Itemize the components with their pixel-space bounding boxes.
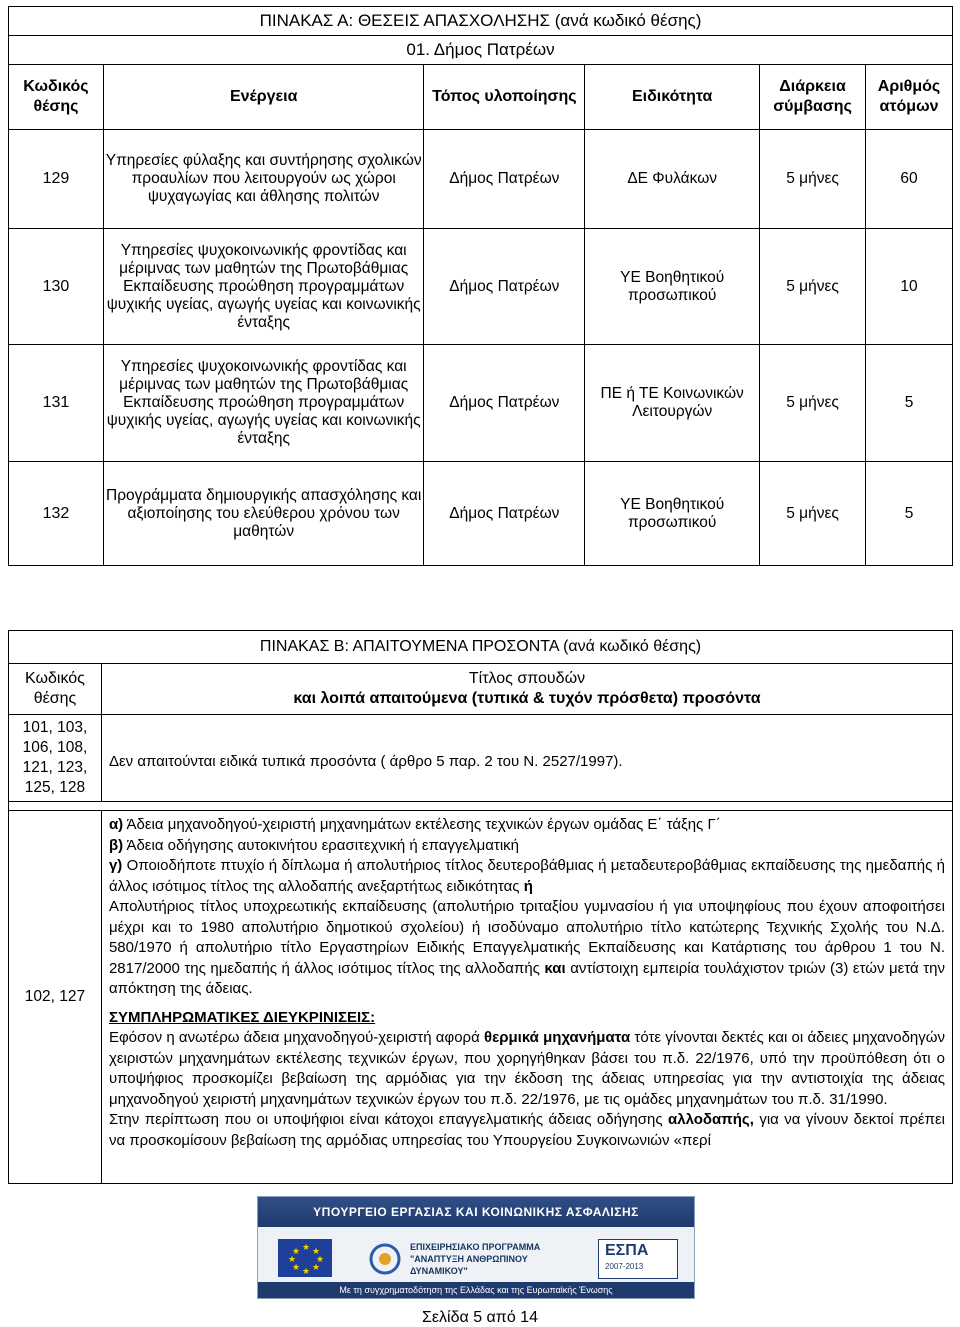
- program-line2: "ΑΝΑΠΤΥΞΗ ΑΝΘΡΩΠΙΝΟΥ ΔΥΝΑΜΙΚΟΥ": [410, 1254, 528, 1276]
- table-a-subtitle: 01. Δήμος Πατρέων: [9, 36, 953, 65]
- row-place: Δήμος Πατρέων: [424, 345, 585, 462]
- eu-flag-icon: ★ ★ ★ ★ ★ ★ ★ ★: [278, 1239, 332, 1277]
- table-a: [8, 6, 953, 566]
- row-place: Δήμος Πατρέων: [424, 462, 585, 566]
- row-code: 130: [9, 229, 104, 345]
- row-activity: Υπηρεσίες ψυχοκοινωνικής φροντίδας και μέριμνας των μαθητών της Πρωτοβάθμιας Εκπαίδευσης προώθηση προγραμμάτων ψυχικής υγείας, αγωγής υγείας και κοινωνικής ένταξης: [103, 345, 424, 462]
- row-duration: 5 μήνες: [760, 462, 866, 566]
- table-b-title: ΠΙΝΑΚΑΣ Β: ΑΠΑΙΤΟΥΜΕΝΑ ΠΡΟΣΟΝΤΑ (ανά κωδικό θέσης): [9, 631, 953, 664]
- supp1-b: τότε γίνονται δεκτές και οι άδειες μηχανοδηγών χειριστών μηχανημάτων εκτέλεσης τεχνικών έργων, που χορηγήθηκαν βάσει του π.δ. 22/1976, υπό την προϋπόθεση ότι ο υποψήφιος προσκομίζει βεβαίωση της αρμόδιας για την έκδοση της άδειας υπηρεσίας για την αντιστοιχία της άδειας μηχανοδηγού χειριστή μηχανημάτων τεχνικών έργων του π.δ. 22/1976, με τις ομάδες μηχανημάτων του π.δ. 31/1990.: [108, 1029, 945, 1108]
- qualification-c: [109, 856, 945, 897]
- text-and: και: [544, 959, 566, 977]
- header-persons: Αριθμός ατόμων: [866, 65, 953, 130]
- supplementary-2: [109, 1110, 945, 1151]
- row-codes: 102, 127: [9, 811, 102, 1184]
- row-persons: 5: [866, 345, 953, 462]
- header-place: Τόπος υλοποίησης: [424, 65, 585, 130]
- text-c2: Απολυτήριος τίτλος υποχρεωτικής εκπαίδευσης (απολυτήριο τριταξίου γυμνασίου ή για υποψηφίους που έχουν αποφοιτήσει μέχρι και το 1980 απολυτήριο δημοτικού σχολείου) ή ισοδύναμο απολυτήριο τίτλο κατώτερης Τεχνικής Σχολής του Ν.Δ. 580/1970 ή απολυτήριο τίτλο Εργαστηρίων Ειδικής Επαγγελματικής Εκπαίδευσης και Κατάρτισης του άρθρου 1 του Ν. 2817/2000 της ημεδαπής ή άλλος ισότιμος τίτλος της αλλοδαπής: [108, 898, 945, 977]
- table-b-header-row: [9, 664, 953, 715]
- row-duration: 5 μήνες: [760, 130, 866, 229]
- table-a-header-row: [9, 65, 953, 130]
- espa-title: ΕΣΠΑ: [605, 1242, 649, 1259]
- header-specialty: Ειδικότητα: [585, 65, 760, 130]
- funding-banner: [257, 1196, 695, 1299]
- row-specialty: ΥΕ Βοηθητικού προσωπικού: [585, 462, 760, 566]
- table-row: [9, 811, 953, 1184]
- header-activity: Ενέργεια: [103, 65, 424, 130]
- table-row: [9, 229, 953, 345]
- text-c2-tail: αντίστοιχη εμπειρία τουλάχιστον τριών (3) ετών μετά την απόκτηση της άδειας.: [108, 959, 945, 997]
- row-specialty: ΠΕ ή ΤΕ Κοινωνικών Λειτουργών: [585, 345, 760, 462]
- supp2-a: Στην περίπτωση που οι υποψήφιοι είναι κάτοχοι επαγγελματικής άδειας οδήγησης: [108, 1111, 669, 1128]
- text-or: ή: [523, 877, 533, 895]
- header-qualifications-line1: Τίτλος σπουδών: [468, 670, 586, 687]
- header-code: Κωδικός θέσης: [9, 664, 102, 715]
- cofunding-note: Με τη συγχρηματοδότηση της Ελλάδας και της Ευρωπαϊκής Ένωσης: [258, 1282, 694, 1298]
- table-row: [9, 130, 953, 229]
- row-code: 132: [9, 462, 104, 566]
- row-duration: 5 μήνες: [760, 229, 866, 345]
- row-persons: 60: [866, 130, 953, 229]
- program-logo-icon: [366, 1241, 404, 1277]
- label-a: α): [108, 816, 124, 833]
- table-a-title: ΠΙΝΑΚΑΣ Α: ΘΕΣΕΙΣ ΑΠΑΣΧΟΛΗΣΗΣ (ανά κωδικό θέσης): [9, 7, 953, 36]
- supp1-bold: θερμικά μηχανήματα: [483, 1029, 631, 1046]
- row-codes: 101, 103, 106, 108, 121, 123, 125, 128: [9, 715, 102, 802]
- supp1-a: Εφόσον η ανωτέρω άδεια μηχανοδηγού-χειριστή αφορά: [108, 1029, 484, 1046]
- qualification-c2: [109, 897, 945, 1000]
- row-spacer: [9, 802, 953, 811]
- page-number: Σελίδα 5 από 14: [422, 1309, 538, 1326]
- row-qualifications: Δεν απαιτούνται ειδικά τυπικά προσόντα ( άρθρο 5 παρ. 2 του Ν. 2527/1997).: [101, 715, 952, 802]
- supp2-b: για να γίνουν δεκτοί πρέπει να προσκομίσουν βεβαίωση της αρμόδιας υπηρεσίας του Υπουργείου Συγκοινωνιών «περί: [108, 1111, 945, 1149]
- table-row: [9, 715, 953, 802]
- header-duration: Διάρκεια σύμβασης: [760, 65, 866, 130]
- row-place: Δήμος Πατρέων: [424, 130, 585, 229]
- header-qualifications: [101, 664, 952, 715]
- text-a: Άδεια μηχανοδηγού-χειριστή μηχανημάτων εκτέλεσης τεχνικών έργων ομάδας Ε΄ τάξης Γ΄: [123, 816, 721, 833]
- row-specialty: ΥΕ Βοηθητικού προσωπικού: [585, 229, 760, 345]
- header-qualifications-line2: και λοιπά απαιτούμενα (τυπικά & τυχόν πρόσθετα) προσόντα: [293, 690, 761, 707]
- qualification-b: [109, 836, 945, 857]
- supplementary-heading: ΣΥΜΠΛΗΡΩΜΑΤΙΚΕΣ ΔΙΕΥΚΡΙΝΙΣΕΙΣ:: [108, 1008, 376, 1026]
- row-persons: 5: [866, 462, 953, 566]
- row-activity: Υπηρεσίες φύλαξης και συντήρησης σχολικών προαυλίων που λειτουργούν ως χώροι ψυχαγωγίας και άθλησης πολιτών: [103, 130, 424, 229]
- text-b: Άδεια οδήγησης αυτοκινήτου ερασιτεχνική ή επαγγελματική: [123, 836, 519, 854]
- row-duration: 5 μήνες: [760, 345, 866, 462]
- row-code: 129: [9, 130, 104, 229]
- supp2-bold: αλλοδαπής,: [668, 1111, 754, 1128]
- espa-years: 2007-2013: [605, 1262, 644, 1271]
- text-c: Οποιοδήποτε πτυχίο ή δίπλωμα ή απολυτήριος τίτλος δευτεροβάθμιας ή μεταδευτεροβάθμιας εκπαίδευσης της ημεδαπής ή άλλος ισότιμος τίτλος της αλλοδαπής ανεξαρτήτως ειδικότητας: [108, 857, 945, 895]
- row-specialty: ΔΕ Φυλάκων: [585, 130, 760, 229]
- header-code: Κωδικός θέσης: [9, 65, 104, 130]
- program-name: [410, 1241, 570, 1277]
- row-place: Δήμος Πατρέων: [424, 229, 585, 345]
- espa-logo: [598, 1239, 678, 1279]
- label-b: β): [108, 836, 124, 854]
- row-activity: Υπηρεσίες ψυχοκοινωνικής φροντίδας και μέριμνας των μαθητών της Πρωτοβάθμιας Εκπαίδευσης προώθηση προγραμμάτων ψυχικής υγείας, αγωγής υγείας και κοινωνικής ένταξης: [103, 229, 424, 345]
- program-line1: ΕΠΙΧΕΙΡΗΣΙΑΚΟ ΠΡΟΓΡΑΜΜΑ: [410, 1242, 541, 1252]
- row-activity: Προγράμματα δημιουργικής απασχόλησης και αξιοποίησης του ελεύθερου χρόνου των μαθητών: [103, 462, 424, 566]
- row-persons: 10: [866, 229, 953, 345]
- row-qualifications: [101, 811, 952, 1184]
- row-code: 131: [9, 345, 104, 462]
- label-c: γ): [108, 857, 123, 874]
- table-row: [9, 462, 953, 566]
- table-b: [8, 630, 953, 1184]
- ministry-band: ΥΠΟΥΡΓΕΙΟ ΕΡΓΑΣΙΑΣ ΚΑΙ ΚΟΙΝΩΝΙΚΗΣ ΑΣΦΑΛΙΣΗΣ: [258, 1197, 694, 1227]
- qualification-a: [109, 815, 945, 836]
- table-row: [9, 345, 953, 462]
- supplementary-1: [109, 1028, 945, 1110]
